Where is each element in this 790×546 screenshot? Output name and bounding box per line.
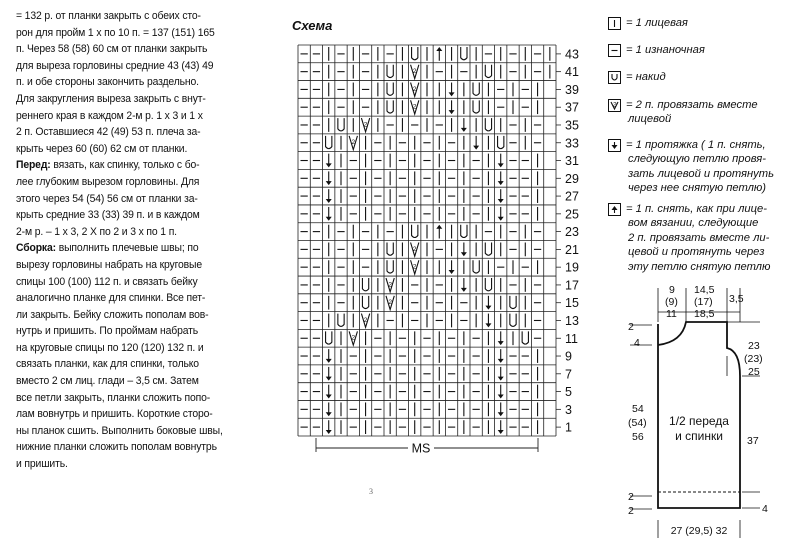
instruction-text: все петли закрыть, планки сложить попо- [16,391,211,404]
legend-text: = накид [626,71,666,83]
instruction-text: лее глубоким вырезом горловины. Для [16,175,200,188]
instruction-text: ны планок сшить. Выполнить боковые швы, [16,424,223,437]
instruction-text: спицы 100 (100) 112 п. и связать бейку [16,275,198,288]
page-number: 3 [369,487,373,496]
dimension-label: 56 [632,431,644,443]
row-number: 37 [565,100,579,115]
instruction-text: аналогично планке для спинки. Все пет- [16,292,206,305]
instruction-text: связать планки, как для спинки, только [16,358,199,371]
legend-text: = 1 лицевая [626,17,688,29]
instruction-text: вырезу горловины набрать на круговые [16,258,203,271]
section-heading: Перед: [16,159,51,172]
instruction-text: и пришить. [16,458,68,471]
svg-text:2: 2 [388,299,392,307]
svg-text:2: 2 [412,103,417,111]
svg-text:2: 2 [351,334,356,342]
dimension-label: 25 [748,366,760,378]
dimension-label: 2 [628,505,634,517]
instruction-text: для выреза горловины средние 43 (43) 49 [16,59,214,72]
row-number: 3 [565,402,572,417]
row-number: 15 [565,296,579,311]
section-heading: Сборка: [16,242,56,255]
dimension-label: 4 [762,503,768,515]
row-number: 5 [565,385,572,400]
dimension-label: 11 [666,308,677,320]
schematic-label: 1/2 переда [669,414,729,428]
row-number: 39 [565,82,579,97]
svg-text:2: 2 [351,139,356,147]
dimension-label: (9) [665,296,678,308]
schematic-label: и спинки [675,429,723,443]
legend-text: вом вязании, следующие [628,217,759,230]
legend-text: следующую петлю провя- [628,153,766,166]
instruction-text: на круговые спицы по 120 (120) 132 п. и [16,341,204,354]
instruction-text: = 132 р. от планки закрыть с обеих сто- [16,10,201,22]
row-number: 1 [565,420,572,435]
svg-text:2: 2 [412,263,417,271]
row-number: 9 [565,349,572,364]
legend-text: цевой и протянуть через [628,246,765,259]
row-number: 23 [565,225,579,240]
row-number: 13 [565,313,579,328]
row-number: 7 [565,367,572,382]
dimension-label: (23) [744,353,763,365]
dimension-label: 37 [747,435,759,447]
svg-text:2: 2 [412,68,417,76]
legend-text: зать лицевой и протянуть [628,167,774,180]
row-number: 17 [565,278,579,293]
legend-text: = 2 п. провязать вместе [626,99,758,111]
instruction-text: 2-м р. – 1 х 3, 2 Х по 2 и 3 х по 1 п. [16,225,177,238]
dimension-label: 14,5 [694,284,715,296]
svg-text:2: 2 [412,245,417,253]
instruction-text: п. Через 58 (58) 60 см от планки закрыть [16,43,208,56]
chart-title: Схема [292,18,333,33]
instruction-text: нижние планки сложить пополам вовнутрь [16,441,217,454]
legend-text: эту петлю снятую петлю [628,260,771,273]
row-number: 25 [565,207,579,222]
instruction-text: этого через 54 (54) 56 см от планки за- [16,192,198,205]
row-number: 43 [565,47,579,62]
dimension-label: 2 [628,321,634,333]
dimension-label: 54 [632,403,644,415]
instruction-text: ли закрыть. Бейку сложить пополам вов- [16,308,209,321]
dimension-label: (54) [628,417,647,429]
row-number: 11 [565,331,578,346]
legend-text: 2 п. провязать вместе ли- [628,231,770,244]
instruction-text: лам вовнутрь и пришить. Короткие сторо- [16,408,213,421]
svg-text:2: 2 [412,85,417,93]
dimension-label: 18,5 [694,308,715,320]
row-number: 33 [565,136,579,151]
svg-text:2: 2 [612,101,617,109]
dimension-label: 3,5 [729,293,744,305]
instruction-text: п. и обе стороны закончить раздельно. [16,76,199,89]
legend-text: через нее снятую петлю) [628,182,767,195]
instruction-text: выполнить плечевые швы; по [55,242,199,255]
svg-text:2: 2 [363,121,368,129]
instruction-text: Для закругления выреза закрыть с внут- [16,92,206,105]
dimension-label: (17) [694,296,713,308]
legend-text: = 1 п. снять, как при лице- [626,203,767,215]
row-number: 27 [565,189,579,204]
svg-text:2: 2 [388,281,392,289]
repeat-label: MS [411,441,431,456]
instruction-text: крыть через 60 (60) 62 см от планки. [16,142,188,155]
instruction-text: крыть средние 33 (33) 39 п. и в каждом [16,209,200,222]
instruction-text: вязать, как спинку, только с бо- [50,159,200,172]
row-number: 31 [565,154,579,169]
row-number: 21 [565,242,579,257]
dimension-label: 4 [634,337,640,349]
row-number: 19 [565,260,579,275]
dimension-label: 9 [669,284,675,296]
dimension-label: 27 (29,5) 32 [670,525,728,537]
instruction-text: рон для пройм 1 х по 10 п. = 137 (151) 165 [16,26,215,39]
row-number: 41 [565,65,579,80]
legend-text: лицевой [628,113,672,126]
instruction-text: вместо 2 см лиц. глади – 3,5 см. Затем [16,375,199,388]
legend-text: = 1 изнаночная [626,44,705,56]
dimension-label: 23 [748,340,760,352]
row-number: 35 [565,118,579,133]
instruction-text: 2 п. Оставшиеся 42 (49) 53 п. плеча за- [16,126,201,139]
instruction-text: нутрь и пришить. По проймам набрать [16,325,199,338]
instruction-text: реннего края в каждом 2-м р. 1 х 3 и 1 х [16,109,203,122]
row-number: 29 [565,171,579,186]
svg-text:2: 2 [363,316,368,324]
dimension-label: 2 [628,491,634,503]
legend-text: = 1 протяжка ( 1 п. снять, [626,139,766,151]
